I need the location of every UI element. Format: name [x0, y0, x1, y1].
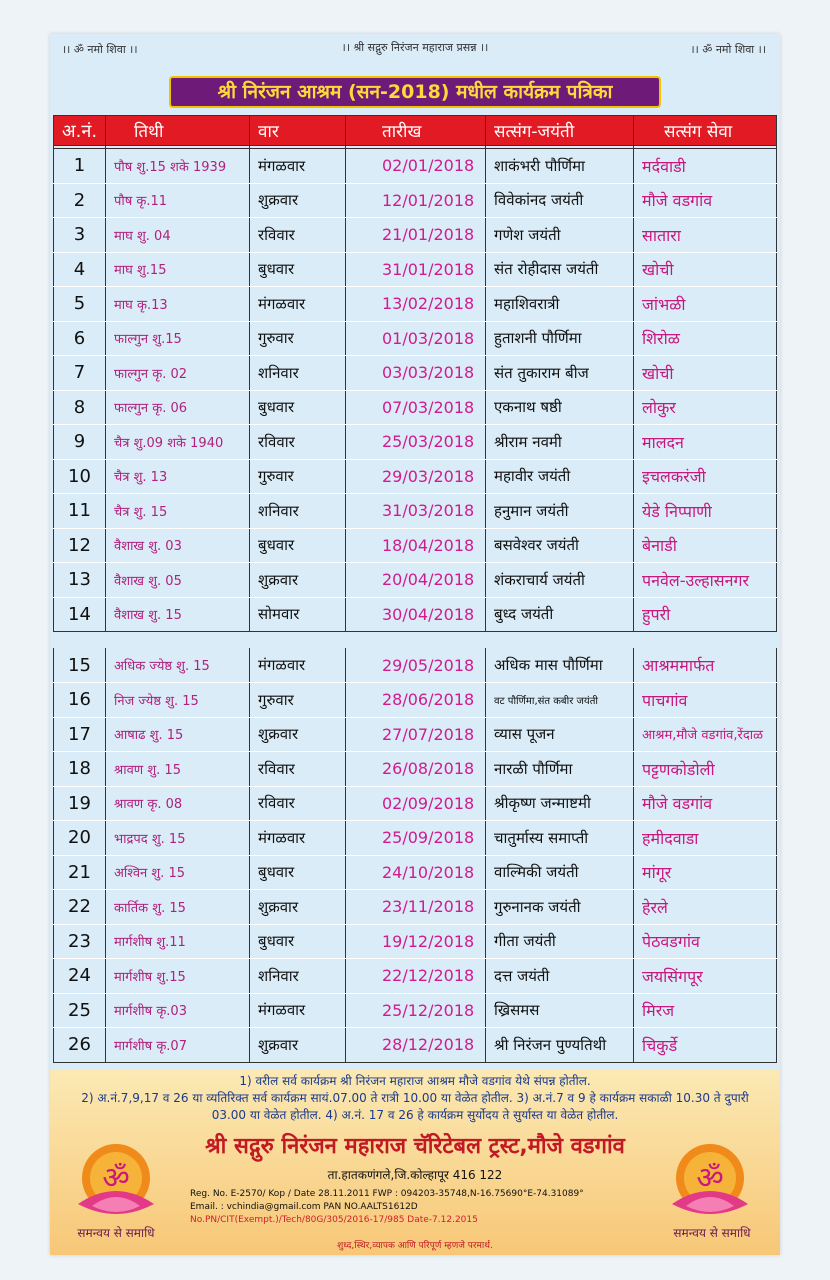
trust-name: श्री सद्गुरु निरंजन महाराज चॅरिटेबल ट्रस्ट,मौजे वडगांव [205, 1134, 625, 1159]
cell-date: 12/01/2018 [346, 183, 486, 218]
cell-tithi: श्रावण कृ. 08 [106, 786, 250, 821]
program-table-part2 [53, 648, 777, 1063]
table-row [54, 494, 777, 529]
cell-tithi: अश्विन शु. 15 [106, 855, 250, 890]
cell-event: महावीर जयंती [486, 459, 634, 494]
cell-event: विवेकांनद जयंती [486, 183, 634, 218]
cell-weekday: बुधवार [250, 390, 346, 425]
table-row [54, 890, 777, 925]
om-lotus-logo-left [70, 1138, 162, 1226]
note-2: 2) अ.नं.7,9,17 व 26 या व्यतिरिक्त सर्व कार्यक्रम सायं.07.00 ते रात्री 10.00 या वेळेत होतील. 3) अ.नं.7 व 9 हे कार्यक्रम सकाळी 10.30 ते दुपारी 03.00 या वेळेत होतील. 4) अ.नं. 17 व 26 हे कार्यक्रम सुर्योदय ते सुर्यास्त या वेळेत होतील. [81, 1091, 749, 1122]
footer [50, 1070, 780, 1255]
cell-number: 25 [54, 993, 106, 1028]
reg-line: Reg. No. E-2570/ Kop / Date 28.11.2011 FWP : 094203-35748,N-16.75690°E-74.31089° [190, 1189, 584, 1199]
cell-event: दत्त जयंती [486, 959, 634, 994]
cell-seva: आश्रममार्फत [634, 648, 777, 683]
cell-weekday: शनिवार [250, 494, 346, 529]
cell-weekday: रविवार [250, 425, 346, 460]
cell-number: 1 [54, 149, 106, 184]
cell-weekday: शुक्रवार [250, 717, 346, 752]
cell-event: शाकंभरी पौर्णिमा [486, 149, 634, 184]
cell-seva: सातारा [634, 218, 777, 253]
table-row [54, 993, 777, 1028]
cell-date: 18/04/2018 [346, 528, 486, 563]
cell-weekday: रविवार [250, 218, 346, 253]
cell-number: 17 [54, 717, 106, 752]
cell-seva: शिरोळ [634, 321, 777, 356]
page-title: श्री निरंजन आश्रम (सन-2018) मधील कार्यक्रम पत्रिका [169, 76, 661, 108]
cell-seva: खोची [634, 252, 777, 287]
table-row [54, 855, 777, 890]
cell-event: ख्रिसमस [486, 993, 634, 1028]
cell-event: गणेश जयंती [486, 218, 634, 253]
cell-event: गुरुनानक जयंती [486, 890, 634, 925]
table-row [54, 786, 777, 821]
cell-event: हनुमान जयंती [486, 494, 634, 529]
cell-event: वाल्मिकी जयंती [486, 855, 634, 890]
table-row [54, 1028, 777, 1063]
cell-date: 29/05/2018 [346, 648, 486, 683]
cell-event: अधिक मास पौर्णिमा [486, 648, 634, 683]
cell-seva: पेठवडगांव [634, 924, 777, 959]
cell-tithi: मार्गशीष कृ.03 [106, 993, 250, 1028]
cell-weekday: गुरुवार [250, 683, 346, 718]
table-row [54, 149, 777, 184]
cell-seva: पट्टणकोडोली [634, 752, 777, 787]
cell-seva: आश्रम,मौजे वडगांव,रेंदाळ [634, 717, 777, 752]
cell-event: व्यास पूजन [486, 717, 634, 752]
cell-date: 29/03/2018 [346, 459, 486, 494]
cell-number: 26 [54, 1028, 106, 1063]
cell-number: 23 [54, 924, 106, 959]
cell-weekday: गुरुवार [250, 321, 346, 356]
cell-tithi: चैत्र शु. 15 [106, 494, 250, 529]
cell-weekday: शुक्रवार [250, 563, 346, 598]
cell-event: हुताशनी पौर्णिमा [486, 321, 634, 356]
cell-number: 11 [54, 494, 106, 529]
cell-number: 3 [54, 218, 106, 253]
cell-event: वट पौर्णिमा,संत कबीर जयंती [486, 683, 634, 718]
table-row [54, 321, 777, 356]
cell-weekday: मंगळवार [250, 993, 346, 1028]
cell-weekday: बुधवार [250, 252, 346, 287]
cell-event: संत रोहीदास जयंती [486, 252, 634, 287]
cell-event: महाशिवरात्री [486, 287, 634, 322]
cell-number: 22 [54, 890, 106, 925]
cell-number: 21 [54, 855, 106, 890]
cell-tithi: श्रावण शु. 15 [106, 752, 250, 787]
om-lotus-logo-right [664, 1138, 756, 1226]
cell-event: श्रीकृष्ण जन्माष्टमी [486, 786, 634, 821]
cell-event: नारळी पौर्णिमा [486, 752, 634, 787]
cell-number: 12 [54, 528, 106, 563]
cell-tithi: मार्गशीष कृ.07 [106, 1028, 250, 1063]
col-header-vaar: वार [250, 116, 346, 146]
table-row [54, 183, 777, 218]
cell-weekday: सोमवार [250, 597, 346, 632]
cell-date: 31/03/2018 [346, 494, 486, 529]
registration-info [190, 1188, 670, 1227]
cell-weekday: बुधवार [250, 855, 346, 890]
cell-seva: हमीदवाडा [634, 821, 777, 856]
col-header-date: तारीख [346, 116, 486, 146]
cell-seva: हुपरी [634, 597, 777, 632]
cell-event: गीता जयंती [486, 924, 634, 959]
logo-caption-right: समन्वय से समाधि [673, 1226, 751, 1240]
table-row [54, 683, 777, 718]
cell-number: 9 [54, 425, 106, 460]
program-sheet [50, 34, 780, 1255]
cell-seva: मांगूर [634, 855, 777, 890]
table-row [54, 356, 777, 391]
cell-number: 2 [54, 183, 106, 218]
cell-number: 16 [54, 683, 106, 718]
cell-tithi: फाल्गुन कृ. 02 [106, 356, 250, 391]
cell-weekday: मंगळवार [250, 149, 346, 184]
cell-tithi: कार्तिक शु. 15 [106, 890, 250, 925]
cell-date: 27/07/2018 [346, 717, 486, 752]
header-left-text: ।। ॐ नमो शिवा ।। [62, 43, 138, 56]
cell-seva: मौजे वडगांव [634, 183, 777, 218]
cell-event: चातुर्मास्य समाप्ती [486, 821, 634, 856]
col-header-event: सत्संग-जयंती [486, 116, 634, 146]
cell-weekday: रविवार [250, 786, 346, 821]
table-row [54, 563, 777, 598]
cell-weekday: मंगळवार [250, 648, 346, 683]
exempt-line: No.PN/CIT(Exempt.)/Tech/80G/305/2016-17/985 Date-7.12.2015 [190, 1215, 478, 1225]
cell-seva: पनवेल-उल्हासनगर [634, 563, 777, 598]
cell-tithi: वैशाख शु. 05 [106, 563, 250, 598]
cell-weekday: मंगळवार [250, 821, 346, 856]
cell-number: 6 [54, 321, 106, 356]
table-row [54, 924, 777, 959]
cell-event: बसवेश्वर जयंती [486, 528, 634, 563]
cell-seva: लोकुर [634, 390, 777, 425]
cell-weekday: बुधवार [250, 924, 346, 959]
cell-tithi: अधिक ज्येष्ठ शु. 15 [106, 648, 250, 683]
cell-seva: इचलकरंजी [634, 459, 777, 494]
cell-date: 13/02/2018 [346, 287, 486, 322]
logo-caption-left: समन्वय से समाधि [77, 1226, 155, 1240]
cell-tithi: आषाढ शु. 15 [106, 717, 250, 752]
cell-event: शंकराचार्य जयंती [486, 563, 634, 598]
cell-date: 02/09/2018 [346, 786, 486, 821]
cell-date: 22/12/2018 [346, 959, 486, 994]
motto: शुध्द,स्थिर,व्यापक आणि परिपूर्ण म्हणजे परमार्थ. [337, 1241, 493, 1251]
cell-event: श्री निरंजन पुण्यतिथी [486, 1028, 634, 1063]
cell-date: 20/04/2018 [346, 563, 486, 598]
table-row [54, 597, 777, 632]
cell-number: 8 [54, 390, 106, 425]
cell-weekday: मंगळवार [250, 287, 346, 322]
cell-seva: पाचगांव [634, 683, 777, 718]
cell-number: 15 [54, 648, 106, 683]
cell-date: 21/01/2018 [346, 218, 486, 253]
table-row [54, 717, 777, 752]
table-row [54, 425, 777, 460]
cell-date: 24/10/2018 [346, 855, 486, 890]
table-row [54, 528, 777, 563]
cell-seva: चिकुर्डे [634, 1028, 777, 1063]
cell-date: 25/03/2018 [346, 425, 486, 460]
table-row [54, 959, 777, 994]
om-symbol-left: ॐ [102, 1161, 130, 1196]
cell-weekday: शुक्रवार [250, 183, 346, 218]
cell-date: 25/09/2018 [346, 821, 486, 856]
cell-seva: येडे निप्पाणी [634, 494, 777, 529]
cell-tithi: माघ कृ.13 [106, 287, 250, 322]
cell-seva: मौजे वडगांव [634, 786, 777, 821]
cell-seva: बेनाडी [634, 528, 777, 563]
cell-tithi: माघ शु.15 [106, 252, 250, 287]
cell-date: 03/03/2018 [346, 356, 486, 391]
cell-number: 5 [54, 287, 106, 322]
cell-seva: जयसिंगपूर [634, 959, 777, 994]
cell-date: 01/03/2018 [346, 321, 486, 356]
cell-tithi: चैत्र शु.09 शके 1940 [106, 425, 250, 460]
cell-seva: खोची [634, 356, 777, 391]
cell-date: 26/08/2018 [346, 752, 486, 787]
col-header-tithi: तिथी [106, 116, 250, 146]
header-right-text: ।। ॐ नमो शिवा ।। [690, 43, 766, 56]
trust-address: ता.हातकणंगले,जि.कोल्हापूर 416 122 [327, 1168, 503, 1182]
cell-tithi: वैशाख शु. 03 [106, 528, 250, 563]
cell-tithi: माघ शु. 04 [106, 218, 250, 253]
cell-tithi: मार्गशीष शु.15 [106, 959, 250, 994]
cell-date: 23/11/2018 [346, 890, 486, 925]
table-header-row [54, 116, 777, 146]
cell-number: 10 [54, 459, 106, 494]
cell-tithi: फाल्गुन कृ. 06 [106, 390, 250, 425]
cell-weekday: गुरुवार [250, 459, 346, 494]
cell-date: 02/01/2018 [346, 149, 486, 184]
cell-tithi: वैशाख शु. 15 [106, 597, 250, 632]
top-bar [50, 34, 780, 64]
notes [70, 1073, 760, 1124]
table-row [54, 648, 777, 683]
cell-weekday: शनिवार [250, 959, 346, 994]
table-row [54, 459, 777, 494]
cell-tithi: पौष कृ.11 [106, 183, 250, 218]
cell-tithi: फाल्गुन शु.15 [106, 321, 250, 356]
cell-seva: मालदन [634, 425, 777, 460]
cell-date: 28/06/2018 [346, 683, 486, 718]
cell-date: 07/03/2018 [346, 390, 486, 425]
cell-date: 28/12/2018 [346, 1028, 486, 1063]
cell-weekday: शनिवार [250, 356, 346, 391]
col-header-seva: सत्संग सेवा [634, 116, 777, 146]
cell-event: एकनाथ षष्ठी [486, 390, 634, 425]
cell-weekday: शुक्रवार [250, 890, 346, 925]
cell-weekday: शुक्रवार [250, 1028, 346, 1063]
col-header-no: अ.नं. [54, 116, 106, 146]
cell-date: 19/12/2018 [346, 924, 486, 959]
cell-seva: हेरले [634, 890, 777, 925]
cell-number: 14 [54, 597, 106, 632]
program-table-part1 [53, 115, 777, 632]
table-row [54, 252, 777, 287]
cell-number: 19 [54, 786, 106, 821]
cell-number: 24 [54, 959, 106, 994]
cell-event: संत तुकाराम बीज [486, 356, 634, 391]
cell-number: 7 [54, 356, 106, 391]
cell-event: श्रीराम नवमी [486, 425, 634, 460]
cell-number: 20 [54, 821, 106, 856]
cell-event: बुध्द जयंती [486, 597, 634, 632]
om-symbol-right: ॐ [696, 1161, 724, 1196]
table-row [54, 752, 777, 787]
cell-number: 18 [54, 752, 106, 787]
cell-date: 30/04/2018 [346, 597, 486, 632]
cell-seva: जांभळी [634, 287, 777, 322]
table-row [54, 218, 777, 253]
cell-date: 25/12/2018 [346, 993, 486, 1028]
table-row [54, 390, 777, 425]
cell-tithi: निज ज्येष्ठ शु. 15 [106, 683, 250, 718]
table-row [54, 821, 777, 856]
note-1: 1) वरील सर्व कार्यक्रम श्री निरंजन महाराज आश्रम मौजे वडगांव येथे संपन्न होतील. [239, 1074, 591, 1088]
cell-seva: मिरज [634, 993, 777, 1028]
cell-number: 4 [54, 252, 106, 287]
cell-seva: मर्दवाडी [634, 149, 777, 184]
table-row [54, 287, 777, 322]
email-line: Email. : vchindia@gmail.com PAN NO.AALTS1612D [190, 1202, 418, 1212]
cell-date: 31/01/2018 [346, 252, 486, 287]
cell-number: 13 [54, 563, 106, 598]
cell-weekday: बुधवार [250, 528, 346, 563]
header-center-text: ।। श्री सद्गुरु निरंजन महाराज प्रसन्न ।। [341, 41, 489, 54]
cell-weekday: रविवार [250, 752, 346, 787]
cell-tithi: मार्गशीष शु.11 [106, 924, 250, 959]
cell-tithi: पौष शु.15 शके 1939 [106, 149, 250, 184]
cell-tithi: चैत्र शु. 13 [106, 459, 250, 494]
cell-tithi: भाद्रपद शु. 15 [106, 821, 250, 856]
